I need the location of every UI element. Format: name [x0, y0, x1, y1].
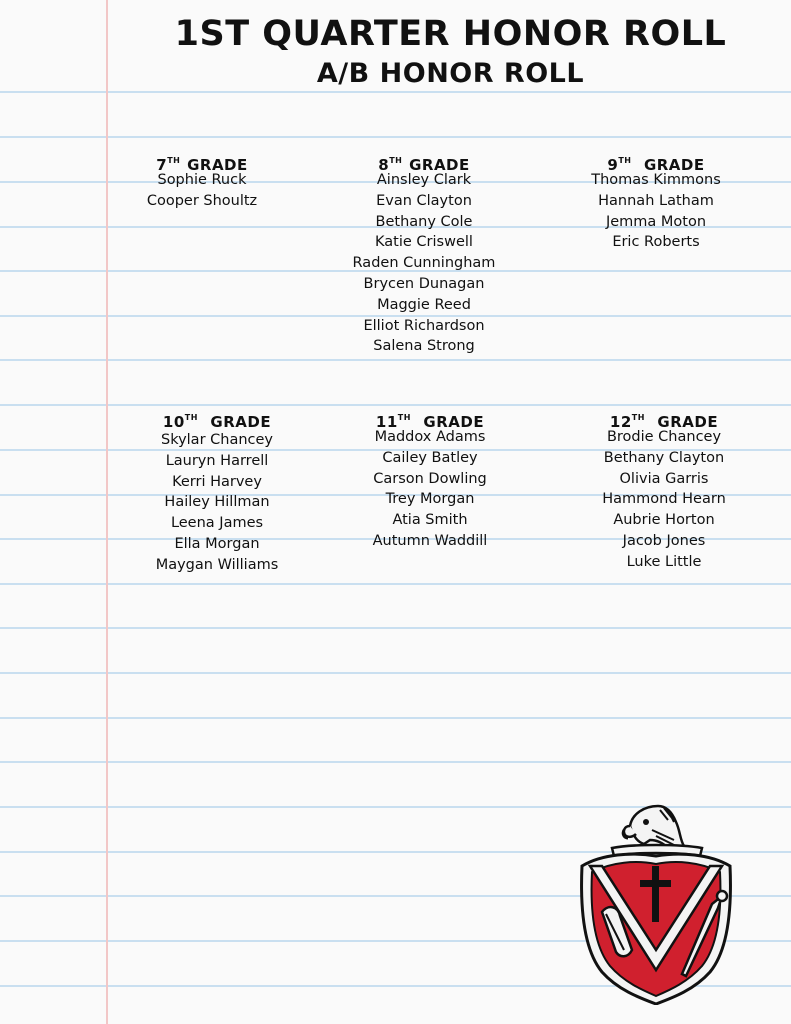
rule-line [0, 627, 791, 629]
student-name: Maggie Reed [377, 296, 471, 313]
student-name: Maygan Williams [155, 556, 279, 573]
student-name: Trey Morgan [385, 491, 475, 508]
student-name: Thomas Kimmons [591, 172, 721, 188]
grade-heading: 9TH GRADE [607, 156, 705, 174]
grade-column-10 [117, 408, 317, 576]
shield-icon [582, 854, 731, 1004]
grade-column-12 [564, 408, 764, 573]
grade-column-9 [556, 151, 756, 253]
rule-line [0, 672, 791, 674]
grade-column-11 [330, 408, 530, 552]
student-list [330, 427, 530, 552]
student-name: Maddox Adams [374, 429, 486, 445]
student-list [556, 170, 756, 253]
student-name: Skylar Chancey [160, 432, 273, 448]
student-name: Bethany Cole [375, 213, 473, 230]
student-name: Jacob Jones [622, 532, 706, 549]
student-name: Aubrie Horton [613, 512, 715, 529]
grade-heading: 11TH GRADE [375, 413, 485, 431]
student-name: Leena James [170, 515, 264, 532]
student-list [564, 427, 764, 573]
student-name: Kerri Harvey [172, 473, 262, 490]
student-name: Autumn Waddill [372, 532, 488, 549]
rule-line [0, 583, 791, 585]
grade-column-8 [324, 151, 524, 357]
rule-line [0, 136, 791, 138]
student-name: Hannah Latham [598, 192, 714, 209]
student-name: Ella Morgan [174, 535, 260, 552]
student-name: Hammond Hearn [602, 491, 726, 508]
grade-heading: 10TH GRADE [162, 413, 272, 431]
page-subtitle: A/B HONOR ROLL [316, 58, 585, 89]
student-name: Sophie Ruck [157, 172, 247, 188]
rule-line [0, 404, 791, 406]
student-name: Brodie Chancey [606, 429, 722, 445]
student-name: Evan Clayton [376, 192, 472, 209]
student-name: Cooper Shoultz [146, 192, 258, 209]
grade-heading: 7TH GRADE [156, 156, 248, 174]
eagle-head-icon [623, 806, 684, 848]
student-name: Cailey Batley [382, 449, 478, 466]
grade-heading: 8TH GRADE [378, 156, 470, 174]
student-name: Bethany Clayton [603, 449, 725, 466]
student-name: Hailey Hillman [164, 494, 270, 511]
student-name: Carson Dowling [373, 470, 487, 487]
rule-line [0, 717, 791, 719]
student-name: Katie Criswell [375, 234, 473, 251]
student-list [102, 170, 302, 212]
grade-heading: 12TH GRADE [609, 413, 719, 431]
rule-line [0, 91, 791, 93]
rule-line [0, 761, 791, 763]
student-name: Elliot Richardson [363, 317, 485, 334]
student-name: Brycen Dunagan [363, 275, 485, 292]
student-name: Raden Cunningham [352, 255, 496, 272]
student-name: Atia Smith [392, 512, 468, 529]
student-name: Ainsley Clark [376, 172, 472, 188]
school-crest-eagle-shield-icon [572, 800, 740, 1005]
page-title: 1ST QUARTER HONOR ROLL [174, 14, 727, 54]
student-list [117, 430, 317, 576]
student-list [324, 170, 524, 357]
student-name: Salena Strong [373, 338, 475, 355]
student-name: Eric Roberts [612, 234, 700, 251]
student-name: Jemma Moton [605, 213, 707, 230]
student-name: Olivia Garris [619, 470, 709, 487]
grade-column-7 [102, 151, 302, 212]
student-name: Luke Little [626, 553, 702, 570]
rule-line [0, 359, 791, 361]
student-name: Lauryn Harrell [165, 452, 269, 469]
